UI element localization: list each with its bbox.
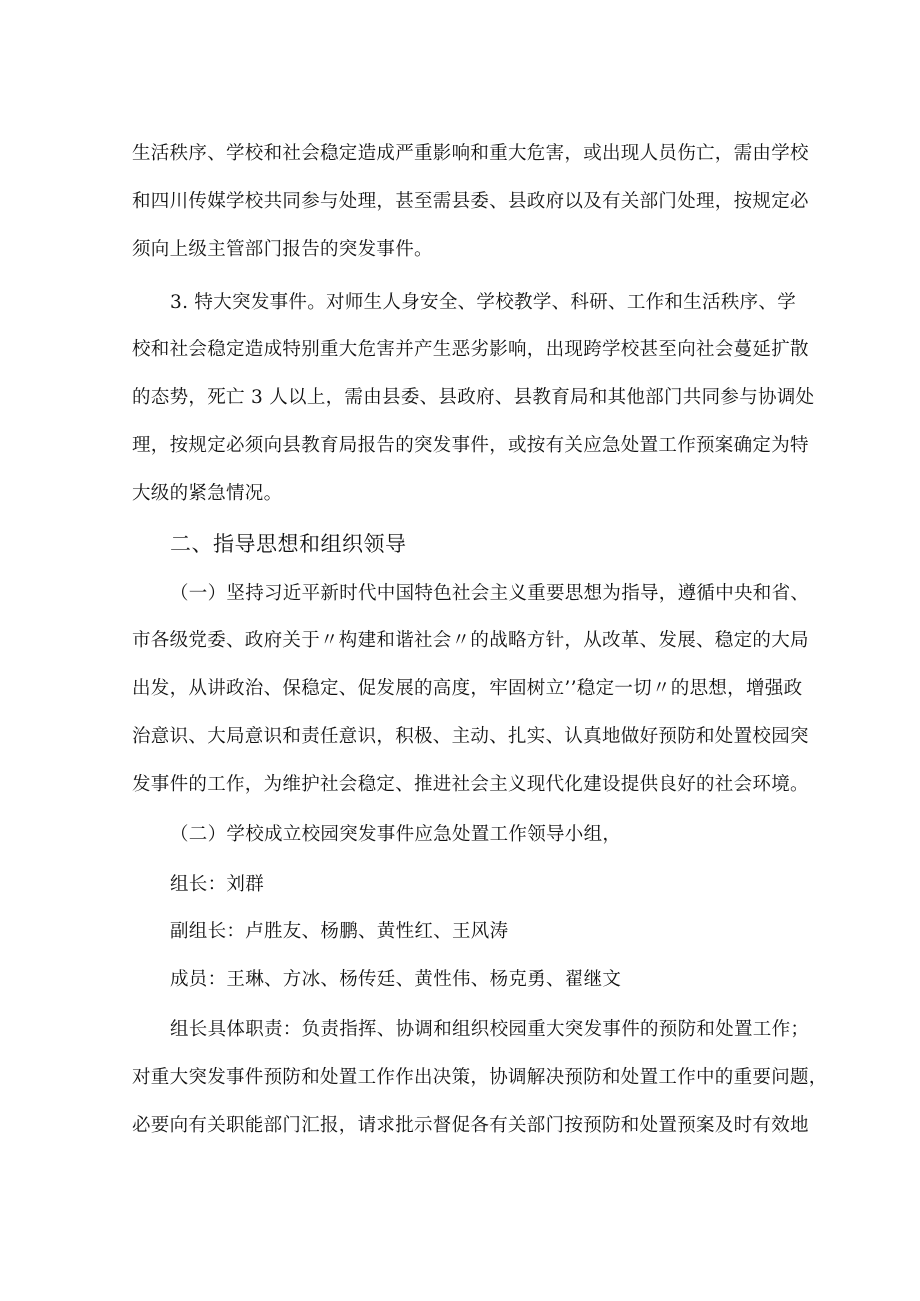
members-line: 成员：王琳、方冰、杨传廷、黄性伟、杨克勇、翟继文 xyxy=(170,969,622,990)
text-line: 市各级党委、政府关于〃构建和谐社会〃的战略方针，从改革、发展、稳定的大局 xyxy=(132,630,809,651)
text-line: 校和社会稳定造成特别重大危害并产生恶劣影响，出现跨学校甚至向社会蔓延扩散 xyxy=(132,339,809,360)
text-line: 对重大突发事件预防和处置工作作出决策，协调解决预防和处置工作中的重要问题， xyxy=(132,1067,828,1088)
text-line: 须向上级主管部门报告的突发事件。 xyxy=(132,239,433,260)
text-line: （一）坚持习近平新时代中国特色社会主义重要思想为指导，遵循中央和省、 xyxy=(170,583,810,604)
text-line: 大级的紧急情况。 xyxy=(132,483,283,504)
text-line: 的态势，死亡 3 人以上，需由县委、县政府、县教育局和其他部门共同参与协调处 xyxy=(132,387,815,408)
text-line: 组长具体职责：负责指挥、协调和组织校园重大突发事件的预防和处置工作； xyxy=(170,1019,810,1040)
deputy-leader-line: 副组长：卢胜友、杨鹏、黄性红、王风涛 xyxy=(170,921,509,942)
text-line: 3. 特大突发事件。对师生人身安全、学校教学、科研、工作和生活秩序、学 xyxy=(170,292,797,313)
leader-line: 组长：刘群 xyxy=(170,874,265,895)
text-line: 理，按规定必须向县教育局报告的突发事件，或按有关应急处置工作预案确定为特 xyxy=(132,435,809,456)
text-line: 和四川传媒学校共同参与处理，甚至需县委、县政府以及有关部门处理，按规定必 xyxy=(132,191,809,212)
text-line: 生活秩序、学校和社会稳定造成严重影响和重大危害，或出现人员伤亡，需由学校 xyxy=(132,143,809,164)
section-heading: 二、指导思想和组织领导 xyxy=(170,532,407,556)
text-line: 治意识、大局意识和责任意识，积极、主动、扎实、认真地做好预防和处置校园突 xyxy=(132,726,809,747)
text-line: 必要向有关职能部门汇报，请求批示督促各有关部门按预防和处置预案及时有效地 xyxy=(132,1115,809,1136)
paragraph-leading-group: （二）学校成立校园突发事件应急处置工作领导小组， xyxy=(170,824,622,845)
text-line: 发事件的工作，为维护社会稳定、推进社会主义现代化建设提供良好的社会环境。 xyxy=(132,774,809,795)
text-line: 出发，从讲政治、保稳定、促发展的高度，牢固树立’’稳定一切〃的思想，增强政 xyxy=(132,678,803,699)
